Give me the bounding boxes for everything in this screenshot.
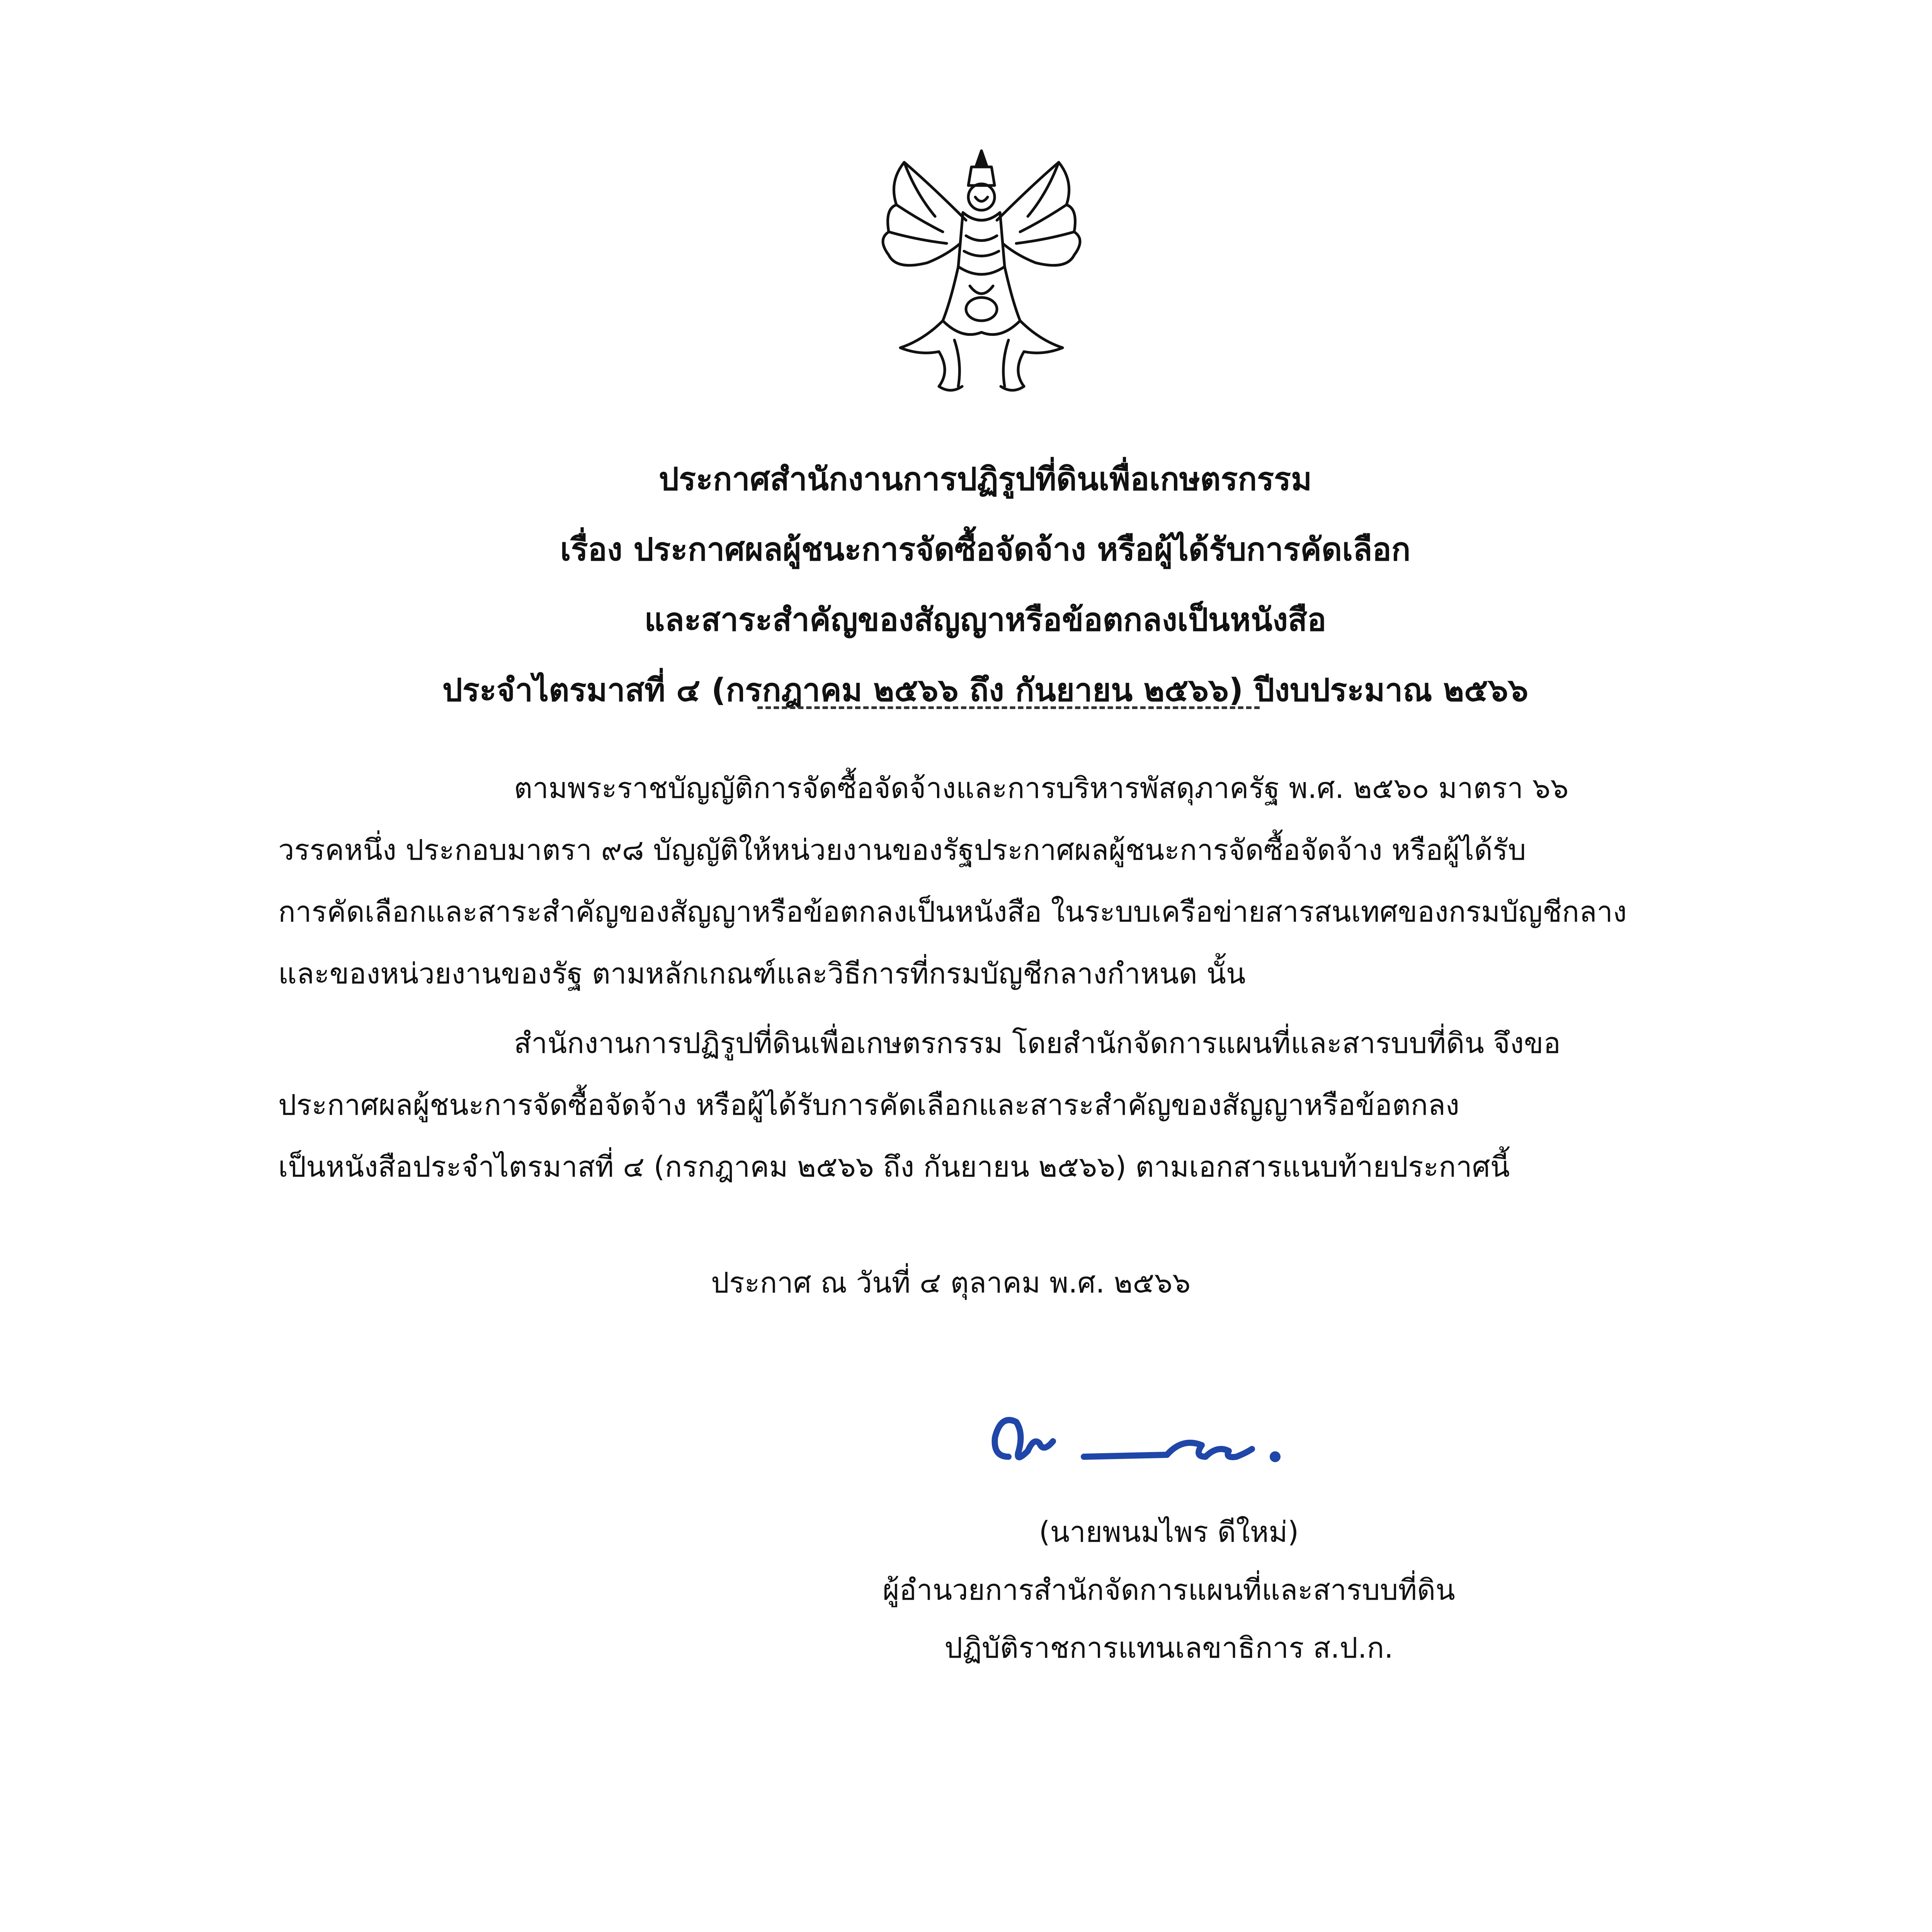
paragraph-line: ประกาศผลผู้ชนะการจัดซื้อจัดจ้าง หรือผู้ได้รับการคัดเลือกและสาระสำคัญของสัญญาหรือข้อตกลง (278, 1088, 1460, 1122)
paragraph-line: เป็นหนังสือประจำไตรมาสที่ ๔ (กรกฎาคม ๒๕๖๖ ถึง กันยายน ๒๕๖๖) ตามเอกสารแนบท้ายประกาศนี้ (278, 1150, 1510, 1184)
heading-separator (757, 706, 1260, 709)
heading-subject: เรื่อง ประกาศผลผู้ชนะการจัดซื้อจัดจ้าง หรือผู้ได้รับการคัดเลือก (560, 531, 1411, 568)
paragraph-line: วรรคหนึ่ง ประกอบมาตรา ๙๘ บัญญัติให้หน่วยงานของรัฐประกาศผลผู้ชนะการจัดซื้อจัดจ้าง หรือผู้ได้รับ (278, 833, 1526, 867)
heading-period: ประจำไตรมาสที่ ๔ (กรกฎาคม ๒๕๖๖ ถึง กันยายน ๒๕๖๖) ปีงบประมาณ ๒๕๖๖ (442, 672, 1529, 709)
garuda-emblem-icon (862, 139, 1101, 402)
signer-block (792, 1503, 1546, 1677)
paragraph-line: สำนักงานการปฏิรูปที่ดินเพื่อเกษตรกรรม โดยสำนักจัดการแผนที่และสารบบที่ดิน จึงขอ (514, 1027, 1561, 1060)
paragraph-line: การคัดเลือกและสาระสำคัญของสัญญาหรือข้อตกลงเป็นหนังสือ ในระบบเครือข่ายสารสนเทศของกรมบัญชีกลาง (278, 895, 1627, 929)
paragraph-line: และของหน่วยงานของรัฐ ตามหลักเกณฑ์และวิธีการที่กรมบัญชีกลางกำหนด นั้น (278, 957, 1246, 990)
heading-line-1: ประกาศสำนักงานการปฏิรูปที่ดินเพื่อเกษตรกรรม (658, 461, 1312, 498)
paragraph-announcement (278, 1012, 1727, 1198)
signer-name: (นายพนมไพร ดีใหม่) (1039, 1515, 1299, 1549)
announcement-date: ประกาศ ณ วันที่ ๔ ตุลาคม พ.ศ. ๒๕๖๖ (711, 1266, 1191, 1299)
paragraph-line: ตามพระราชบัญญัติการจัดซื้อจัดจ้างและการบริหารพัสดุภาครัฐ พ.ศ. ๒๕๖๐ มาตรา ๖๖ (514, 772, 1569, 805)
document-heading (270, 444, 1700, 726)
paragraph-legal-basis (278, 757, 1727, 1005)
heading-line-3: และสาระสำคัญของสัญญาหรือข้อตกลงเป็นหนังสือ (644, 602, 1327, 638)
signer-acting-title: ปฏิบัติราชการแทนเลขาธิการ ส.ป.ก. (944, 1631, 1393, 1665)
handwritten-signature (951, 1379, 1318, 1484)
signer-position: ผู้อำนวยการสำนักจัดการแผนที่และสารบบที่ดิน (883, 1573, 1455, 1607)
